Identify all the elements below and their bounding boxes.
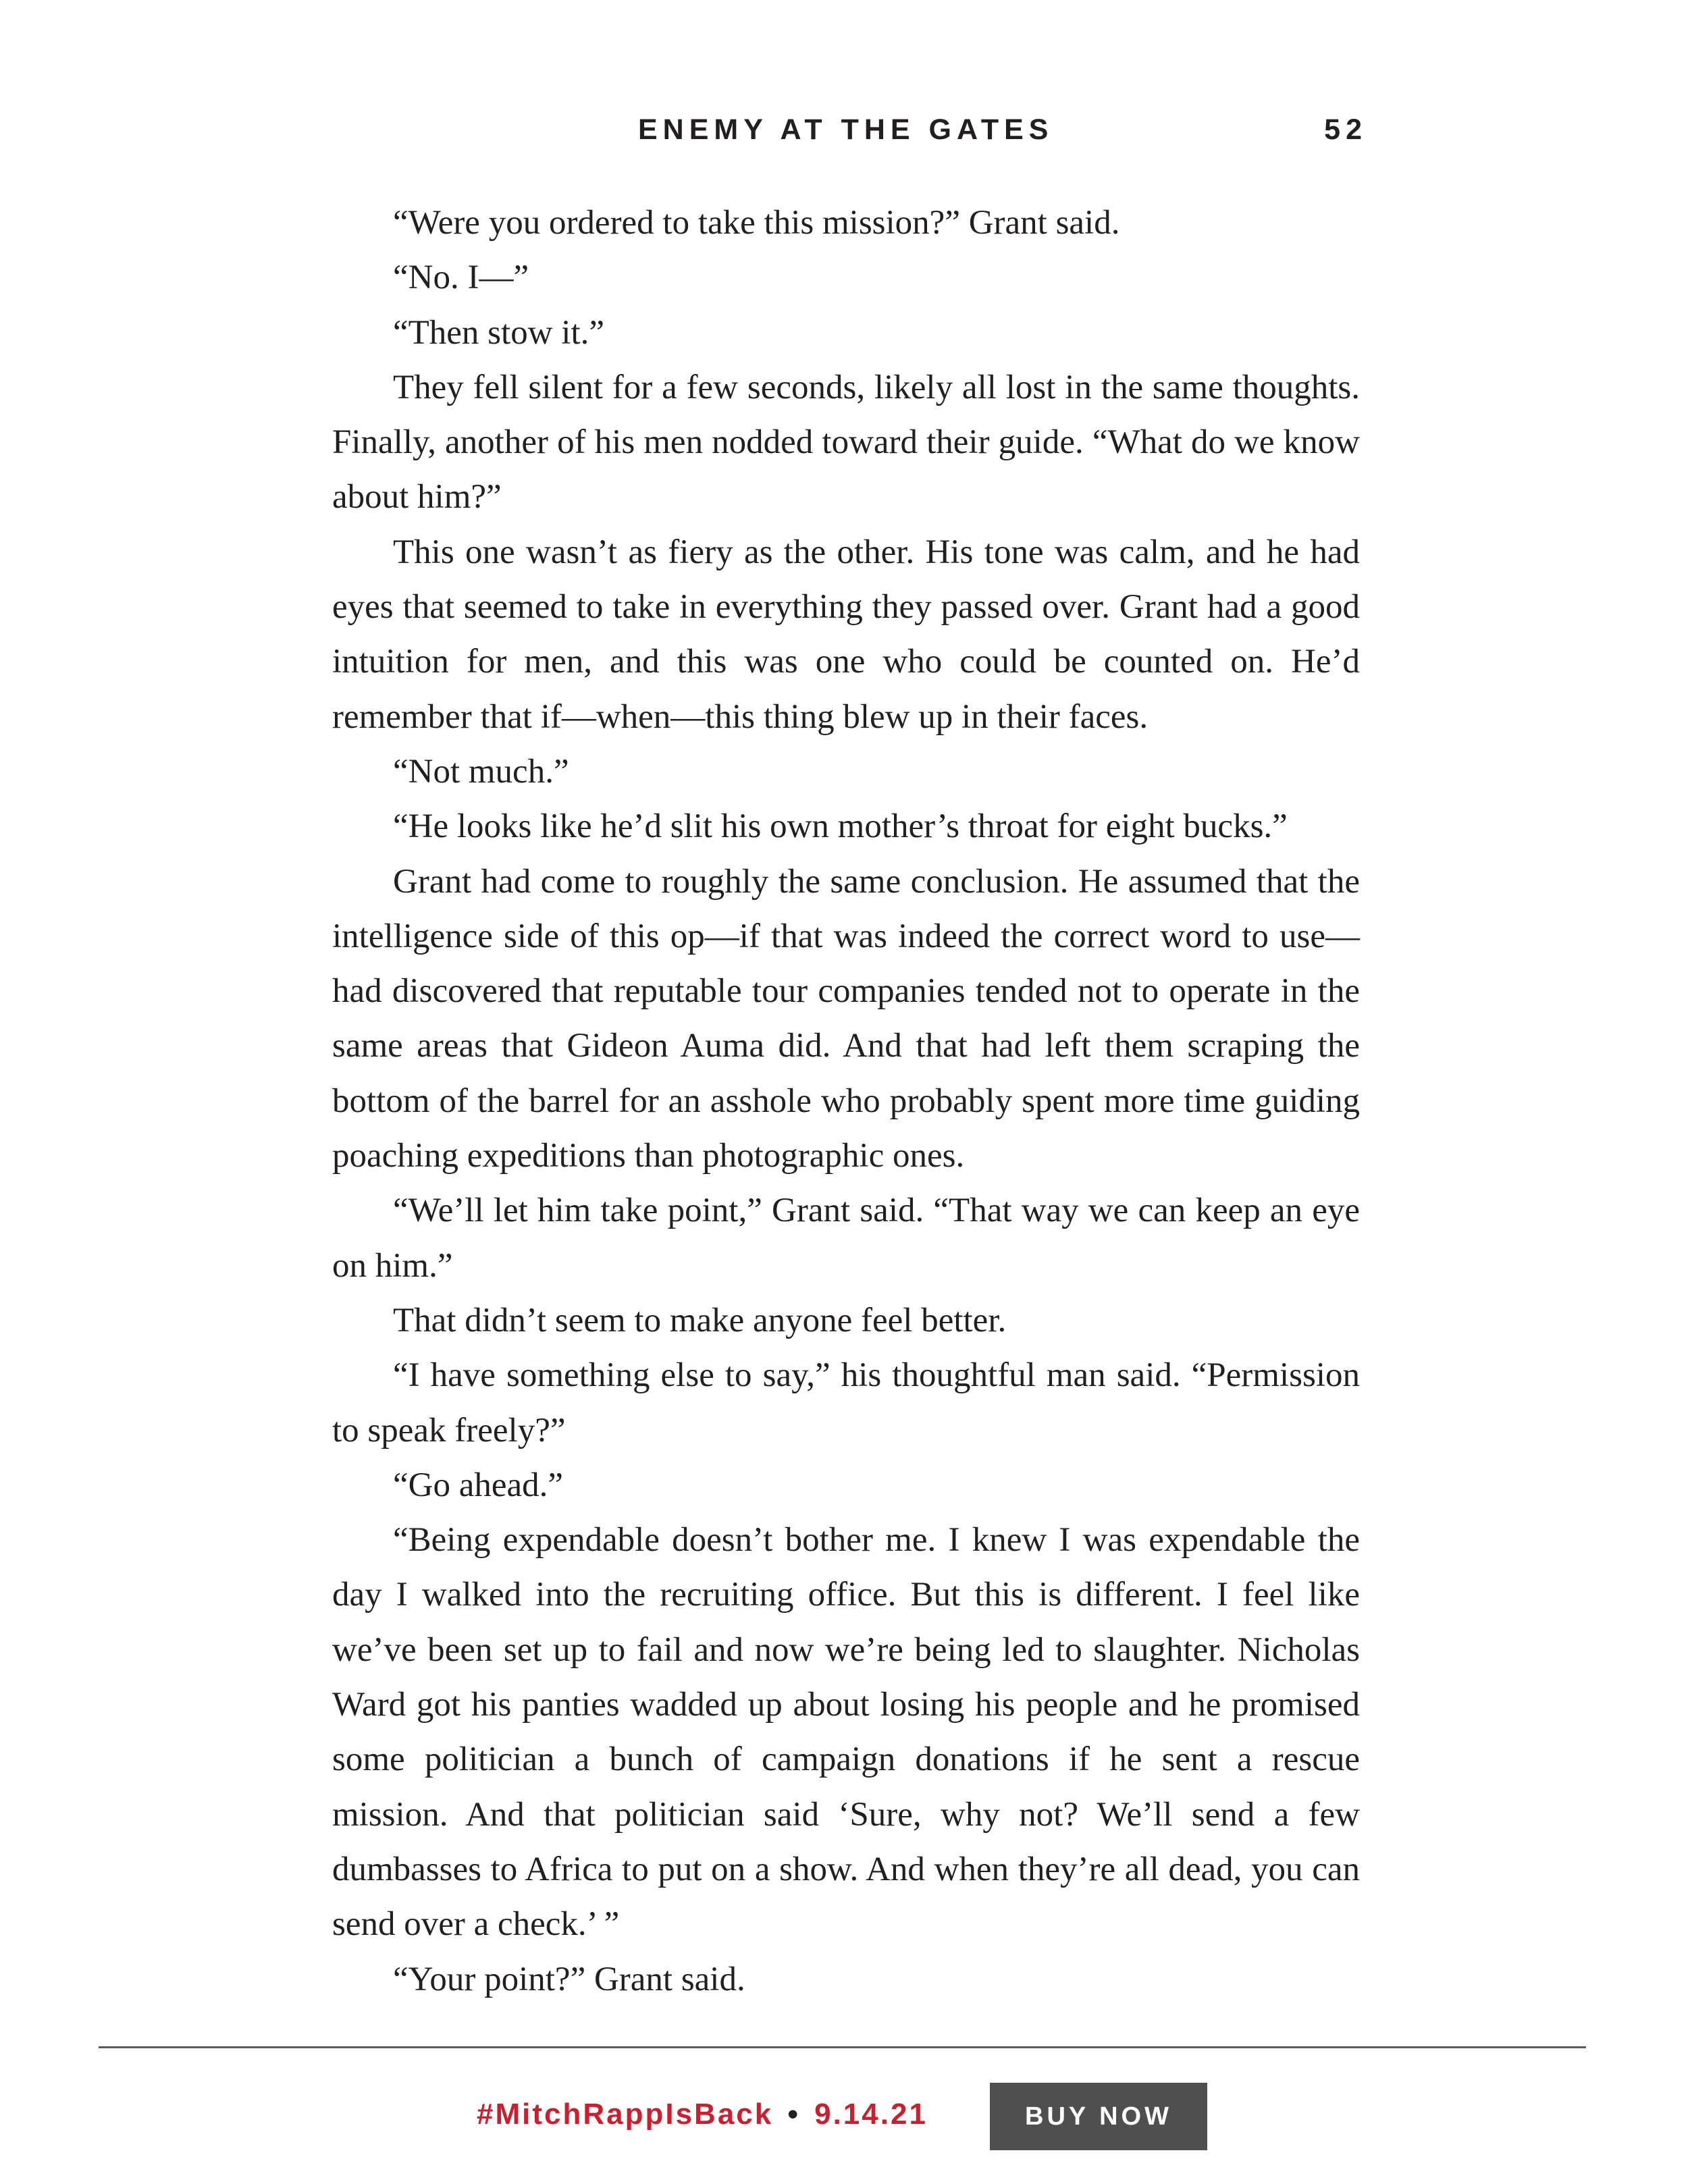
running-head xyxy=(0,113,1688,154)
hashtag-text: #MitchRappIsBack xyxy=(477,2098,774,2131)
paragraph: “No. I—” xyxy=(393,259,529,297)
buy-now-button[interactable]: BUY NOW xyxy=(990,2083,1207,2150)
paragraph: “We’ll let him take point,” Grant said. “That way we can keep an eye on him.” xyxy=(332,1192,1360,1285)
paragraph: “I have something else to say,” his thoughtful man said. “Permission to speak freely?” xyxy=(332,1356,1360,1449)
footer-divider xyxy=(99,2046,1586,2048)
footer xyxy=(0,2083,1688,2150)
paragraph: “Then stow it.” xyxy=(393,313,604,352)
paragraph: This one wasn’t as fiery as the other. His tone was calm, and he had eyes that seemed to take in everything they passed over. Grant had a good intuition for men, and this was one who could be counted on. He’d remember that if—when—this thing blew up in their faces. xyxy=(332,533,1360,736)
paragraph: “Go ahead.” xyxy=(393,1466,564,1504)
separator-dot: • xyxy=(787,2098,800,2131)
paragraph: Grant had come to roughly the same conclusion. He assumed that the intelligence side of this op—if that was indeed the correct word to use—had discovered that reputable tour companies tended not to operate in the same areas that Gideon Auma did. And that had left them scraping the bottom of the barrel for an asshole who probably spent more time guiding poaching expeditions than photographic ones. xyxy=(332,862,1360,1175)
paragraph: “He looks like he’d slit his own mother’s throat for eight bucks.” xyxy=(393,807,1288,846)
promo-tagline[interactable] xyxy=(477,2098,928,2131)
body-text xyxy=(332,196,1360,2007)
paragraph: “Were you ordered to take this mission?” Grant said. xyxy=(393,204,1120,242)
paragraph: They fell silent for a few seconds, likely all lost in the same thoughts. Finally, another of his men nodded toward their guide. “What do we know about him?” xyxy=(332,368,1360,516)
paragraph: “Your point?” Grant said. xyxy=(393,1960,745,1998)
page-number: 52 xyxy=(1324,113,1367,146)
paragraph: “Not much.” xyxy=(393,752,569,791)
book-title: ENEMY AT THE GATES xyxy=(638,113,1054,146)
release-date: 9.14.21 xyxy=(814,2098,928,2131)
paragraph: “Being expendable doesn’t bother me. I knew I was expendable the day I walked into the recruiting office. But this is different. I feel like we’ve been set up to fail and now we’re being led to slaughter. Nicholas Ward got his panties wadded up about losing his people and he promised some politician a bunch of campaign donations if he sent a rescue mission. And that politician said ‘Sure, why not? We’ll send a few dumbasses to Africa to put on a show. And when they’re all dead, you can send over a check.’ ” xyxy=(332,1521,1360,1944)
paragraph: That didn’t seem to make anyone feel better. xyxy=(393,1301,1007,1339)
